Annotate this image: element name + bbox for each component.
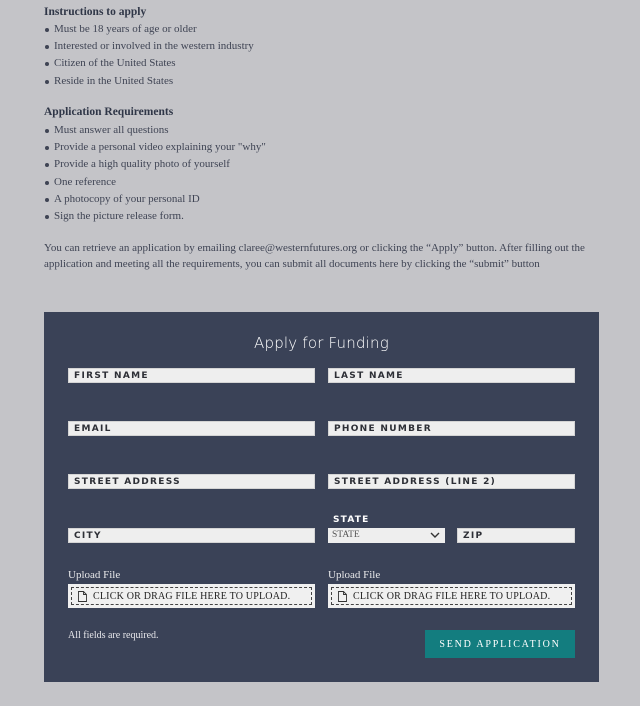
first-name-field[interactable] — [68, 368, 315, 383]
list-item: Sign the picture release form. — [44, 208, 266, 225]
upload-text: CLICK OR DRAG FILE HERE TO UPLOAD. — [93, 590, 291, 602]
list-item: Citizen of the United States — [44, 55, 254, 72]
upload-label-1: Upload File — [68, 569, 121, 581]
list-item: Interested or involved in the western industry — [44, 38, 254, 55]
send-application-button[interactable]: SEND APPLICATION — [425, 630, 575, 658]
required-note: All fields are required. — [68, 630, 159, 641]
list-item: Must be 18 years of age or older — [44, 21, 254, 38]
street-address-line2-field[interactable] — [328, 474, 575, 489]
state-select-value: STATE — [332, 530, 360, 540]
instructions-list — [44, 21, 254, 90]
list-item: Provide a personal video explaining your "why" — [44, 139, 266, 156]
file-upload-dropzone-2[interactable] — [328, 584, 575, 608]
form-title: Apply for Funding — [254, 334, 389, 352]
requirements-heading: Application Requirements — [44, 106, 174, 118]
upload-text: CLICK OR DRAG FILE HERE TO UPLOAD. — [353, 590, 551, 602]
state-select[interactable] — [328, 528, 445, 543]
city-field[interactable] — [68, 528, 315, 543]
file-upload-dropzone-1[interactable] — [68, 584, 315, 608]
upload-dropzone-inner — [71, 587, 312, 605]
file-icon — [78, 591, 87, 602]
funding-form — [44, 312, 599, 682]
file-icon — [338, 591, 347, 602]
zip-field[interactable] — [457, 528, 575, 543]
state-label: STATE — [333, 515, 370, 525]
list-item: Reside in the United States — [44, 73, 254, 90]
chevron-down-icon — [430, 530, 440, 540]
requirements-list — [44, 122, 266, 225]
instructions-heading: Instructions to apply — [44, 6, 147, 18]
list-item: A photocopy of your personal ID — [44, 191, 266, 208]
list-item: Must answer all questions — [44, 122, 266, 139]
street-address-field[interactable] — [68, 474, 315, 489]
list-item: One reference — [44, 174, 266, 191]
list-item: Provide a high quality photo of yourself — [44, 156, 266, 173]
upload-label-2: Upload File — [328, 569, 381, 581]
phone-number-field[interactable] — [328, 421, 575, 436]
upload-dropzone-inner — [331, 587, 572, 605]
email-field[interactable] — [68, 421, 315, 436]
last-name-field[interactable] — [328, 368, 575, 383]
application-info-paragraph: You can retrieve an application by emailing claree@westernfutures.org or clicking the “Apply” button. After filling out the application and meeting all the requirements, you can submit all documents here by clicking the “submit” button — [44, 242, 585, 270]
